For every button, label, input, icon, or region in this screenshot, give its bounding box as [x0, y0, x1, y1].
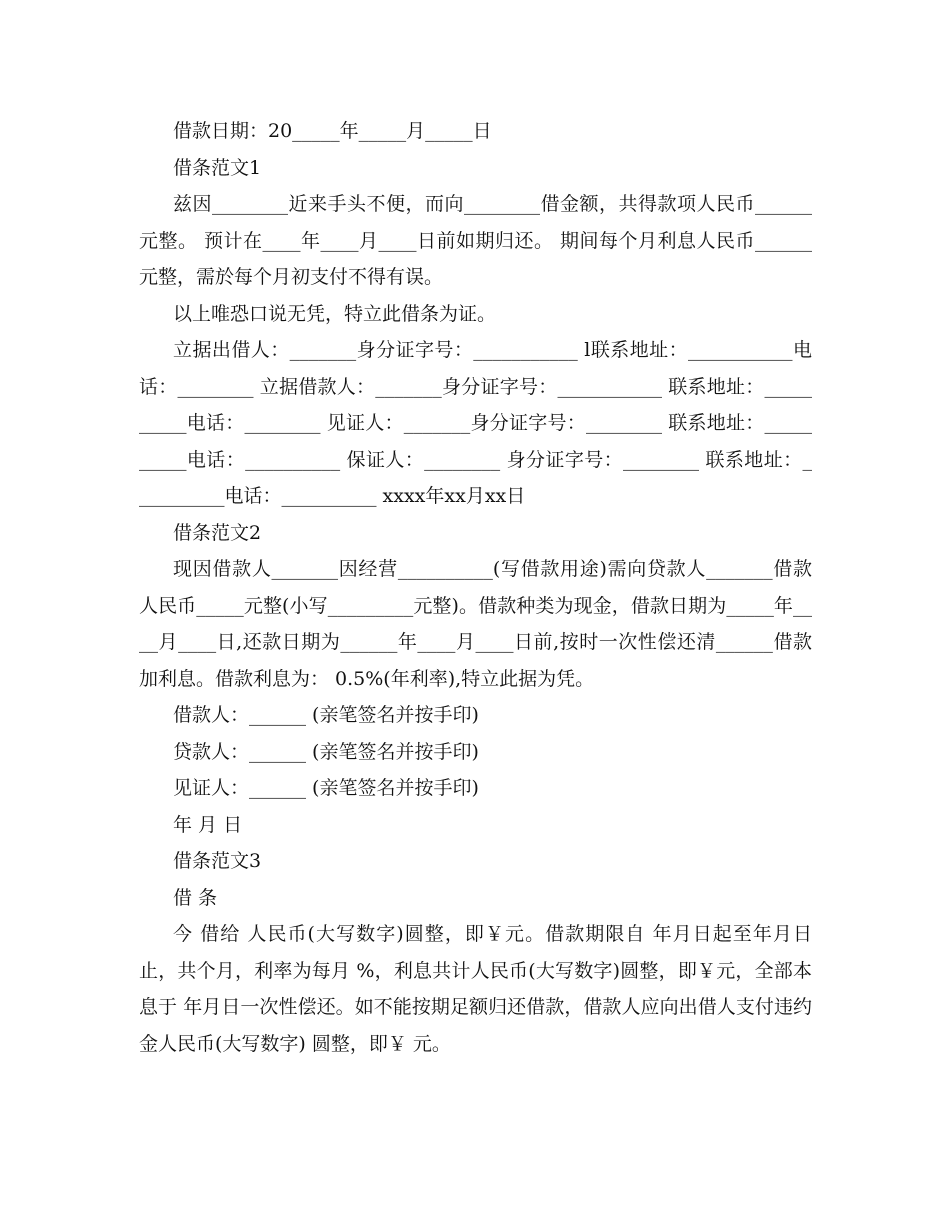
sample-1-closing: 以上唯恐口说无凭，特立此借条为证。	[173, 302, 497, 325]
sample-3-heading: 借条范文3	[173, 850, 262, 872]
iou-title: 借 条	[173, 886, 218, 909]
witness-signature-line: 见证人：______ (亲笔签名并按手印)	[173, 777, 479, 799]
sample-1-body: 兹因________近来手头不便，而向________借金额，共得款项人民币______元整。 预计在____年____月____日前如期归还。 期间每个月利息人民币______元整，需於每个月初支付不得有误。	[139, 193, 812, 288]
sample-1-heading: 借条范文1	[173, 156, 262, 179]
sample-2-body: 现因借款人_______因经营__________(写借款用途)需向贷款人_______借款人民币_____元整(小写_________元整)。借款种类为现金，借款日期为_____年____月____日,还款日期为______年____月____日前,按时一次性偿还清______借款加利息。借款利息为： 0.5%(年利率),特立此据为凭。	[139, 558, 812, 690]
lender-signature-line: 贷款人：______ (亲笔签名并按手印)	[173, 740, 479, 763]
sample-1-signatories: 立据出借人：_______身分证字号：___________ l联系地址：___________电话：________ 立据借款人：_______身分证字号：___________ 联系地址：__________电话：________ 见证人：_______身分证字号：________ 联系地址：__________电话：__________ 保证人：________ 身分证字号：________ 联系地址：__________电话：__________ xxxx年xx月xx日	[139, 339, 812, 507]
sample-2-heading: 借条范文2	[173, 521, 262, 544]
sample-3-body: 今 借给 人民币(大写数字)圆整，即￥元。借款期限自 年月日起至年月日止，共个月，利率为每月 %，利息共计人民币(大写数字)圆整，即￥元，全部本息于 年月日一次性偿还。如不能按期足额归还借款，借款人应向出借人支付违约金人民币(大写数字) 圆整，即￥ 元。	[139, 923, 812, 1055]
document-body	[139, 113, 812, 1062]
borrower-signature-line: 借款人：______ (亲笔签名并按手印)	[173, 704, 479, 726]
date-line: 年 月 日	[173, 813, 243, 836]
loan-date-line: 借款日期：20_____年_____月_____日	[173, 120, 492, 142]
